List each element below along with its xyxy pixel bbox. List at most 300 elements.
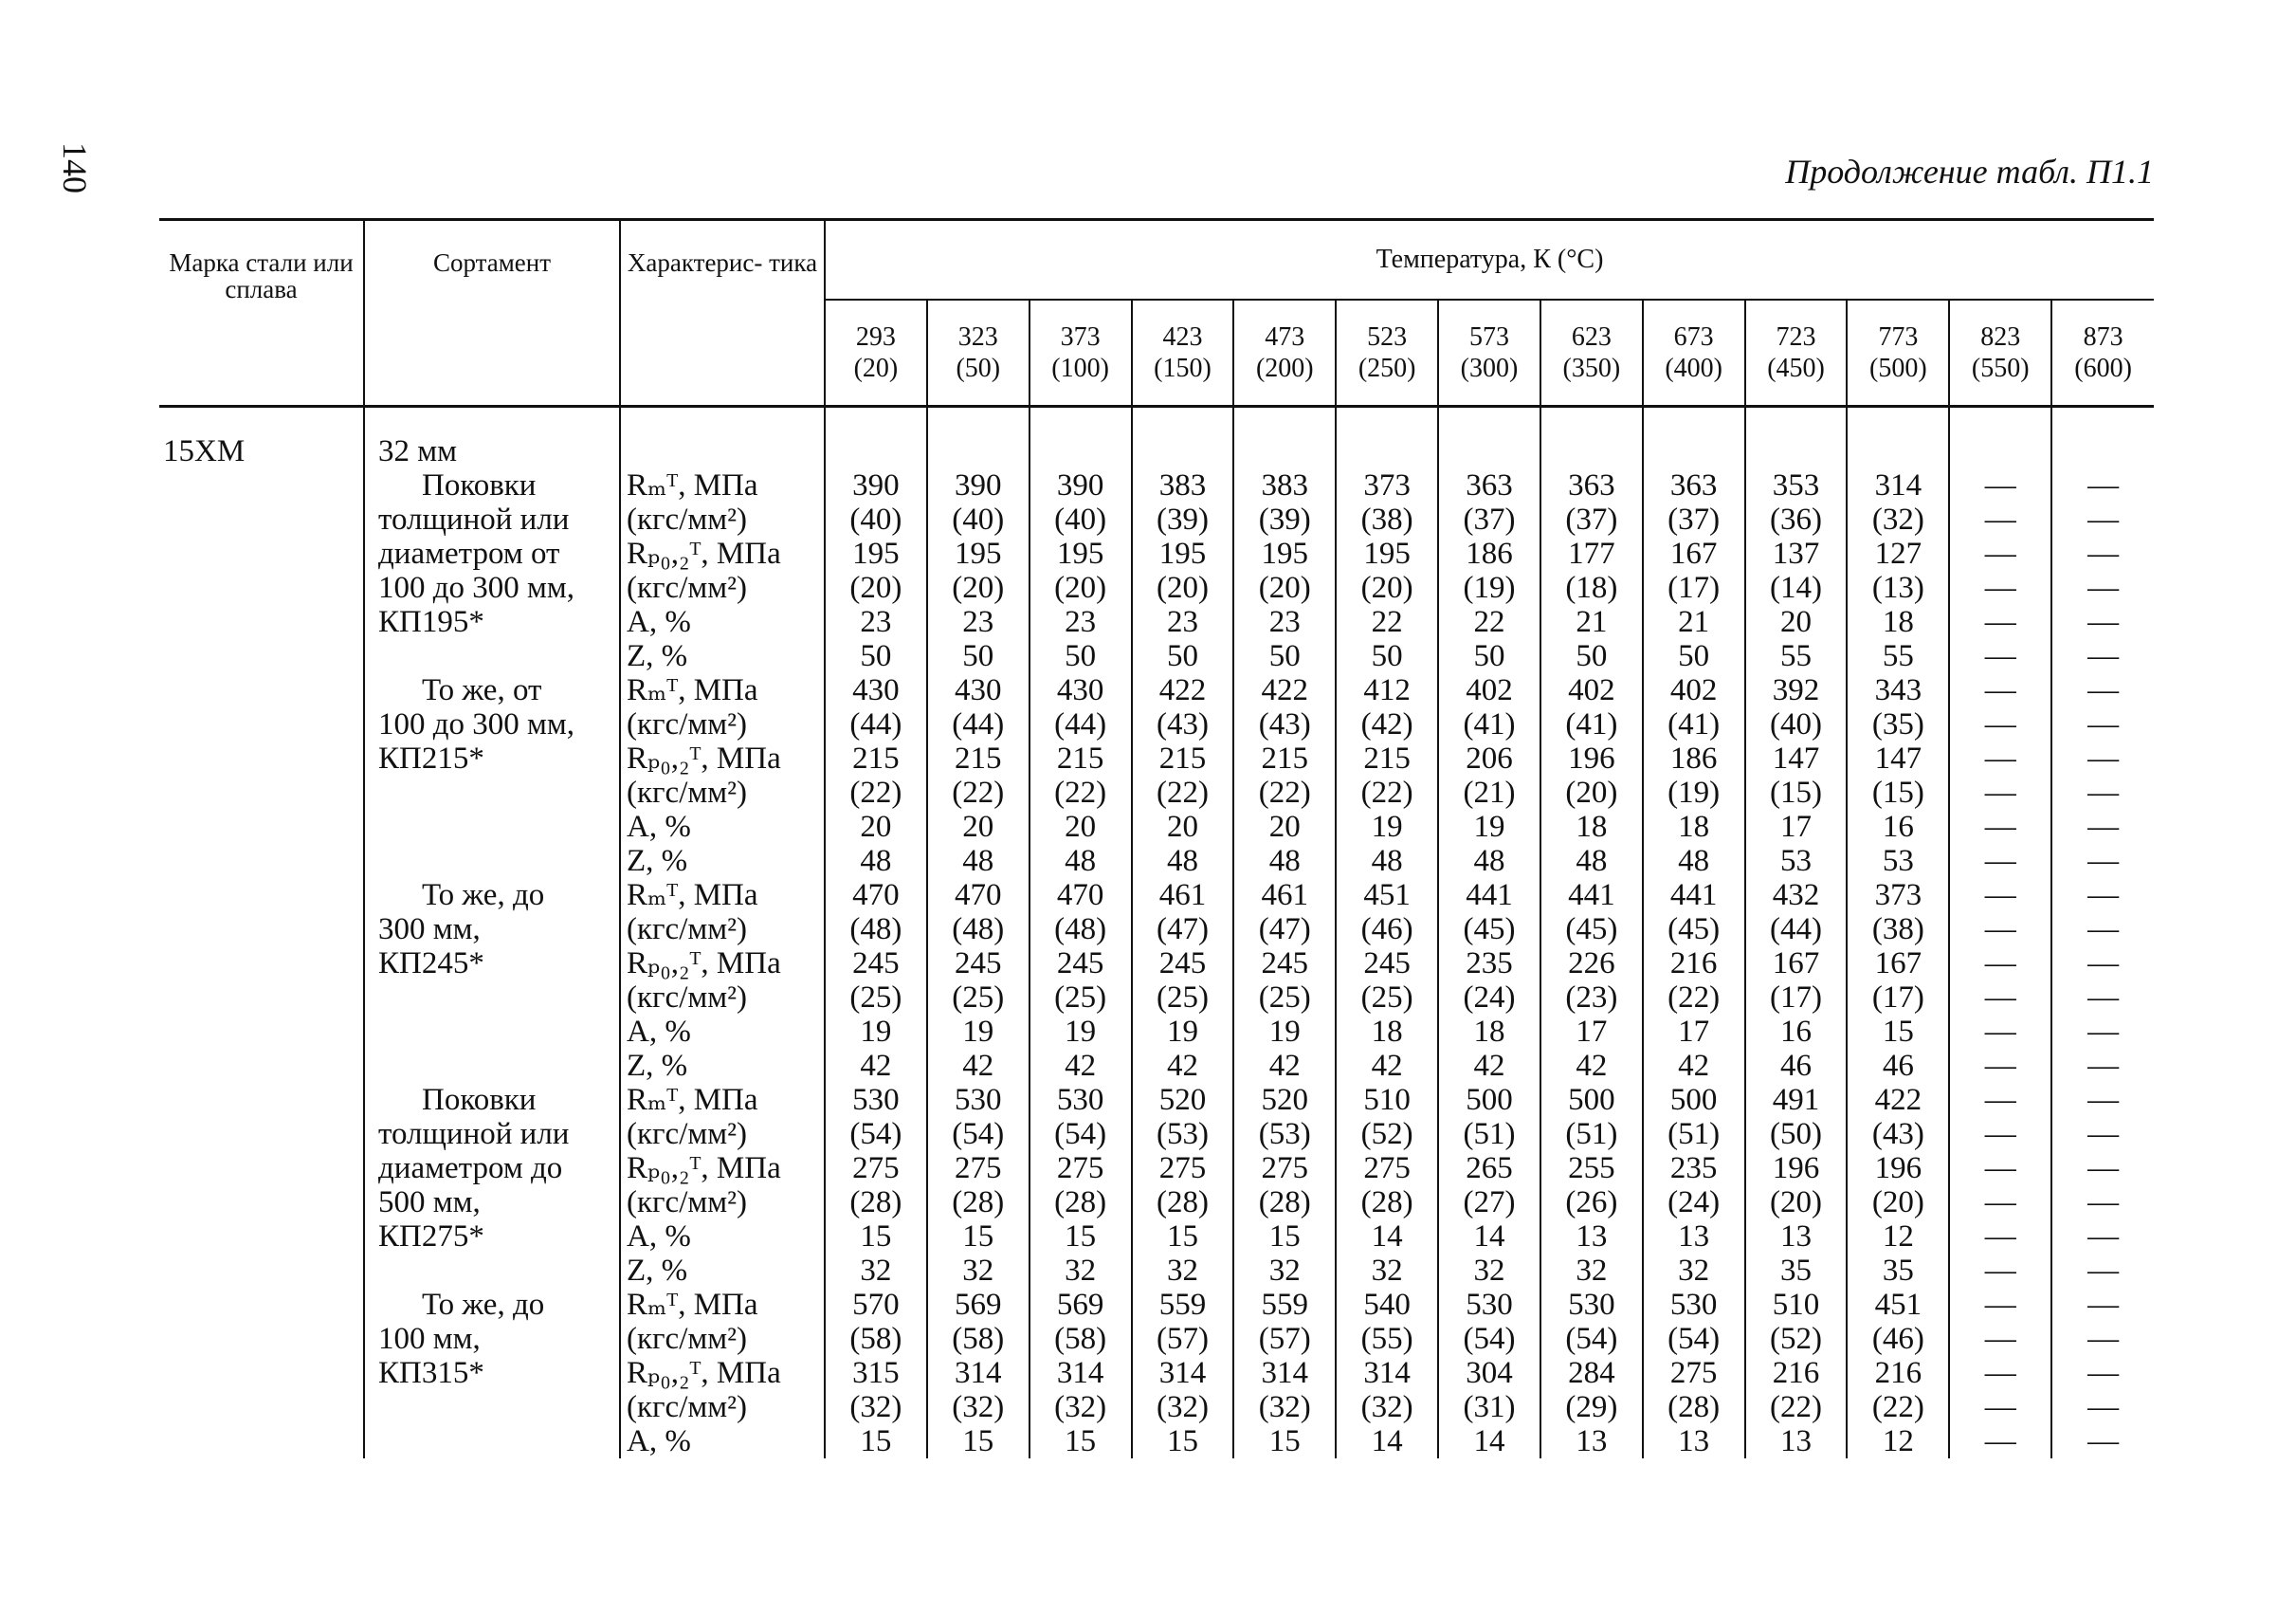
- temp-col-573: [1438, 407, 1540, 1459]
- value-cell: 15: [1166, 1219, 1198, 1254]
- value-cell: (42): [1360, 707, 1413, 742]
- characteristic-label: Rₚ₀,₂ᵀ, МПа: [627, 946, 781, 980]
- value-cell: 50: [962, 639, 994, 673]
- value-cell: 275: [1363, 1151, 1411, 1185]
- value-cell: 530: [955, 1083, 1002, 1117]
- value-cell: 48: [1166, 844, 1198, 878]
- value-cell: 422: [1874, 1083, 1922, 1117]
- assortment-line: [378, 980, 619, 1015]
- value-cell: 314: [1056, 1356, 1104, 1390]
- value-cell: 46: [1780, 1049, 1813, 1083]
- value-cell: (43): [1871, 1117, 1924, 1151]
- temp-kelvin: 473: [1265, 322, 1305, 352]
- value-cell: (37): [1463, 503, 1516, 537]
- value-cell: (22): [1054, 776, 1107, 810]
- value-cell: (54): [1565, 1322, 1618, 1356]
- value-cell: (25): [1258, 980, 1311, 1015]
- value-cell: (51): [1565, 1117, 1618, 1151]
- value-cell: 186: [1466, 537, 1513, 571]
- value-cell: 441: [1568, 878, 1615, 912]
- characteristic-label: Rₚ₀,₂ᵀ, МПа: [627, 1151, 781, 1185]
- value-cell: 196: [1772, 1151, 1820, 1185]
- value-cell: 23: [860, 605, 892, 639]
- characteristic-label: Rₘᵀ, МПа: [627, 673, 758, 707]
- value-cell: (58): [849, 1322, 902, 1356]
- value-cell: —: [1984, 537, 2016, 571]
- value-cell: [1337, 434, 1437, 468]
- steel-grade: [159, 407, 364, 1459]
- value-cell: (20): [1054, 571, 1107, 605]
- value-cell: 422: [1158, 673, 1207, 707]
- value-cell: 15: [1268, 1424, 1301, 1458]
- value-cell: [1644, 434, 1744, 468]
- value-cell: (39): [1156, 503, 1209, 537]
- value-cell: —: [2087, 1288, 2120, 1322]
- value-cell: (29): [1565, 1390, 1618, 1424]
- temp-kelvin: 373: [1060, 322, 1101, 352]
- value-cell: 48: [962, 844, 994, 878]
- value-cell: —: [1984, 980, 2016, 1015]
- value-cell: (44): [1054, 707, 1107, 742]
- value-cell: (55): [1360, 1322, 1413, 1356]
- value-cell: 570: [852, 1288, 900, 1322]
- value-cell: (32): [1156, 1390, 1209, 1424]
- value-cell: (23): [1565, 980, 1618, 1015]
- value-cell: (31): [1463, 1390, 1516, 1424]
- temp-kelvin: 523: [1367, 322, 1408, 352]
- value-cell: 167: [1874, 946, 1922, 980]
- value-cell: 14: [1371, 1219, 1403, 1254]
- value-cell: 215: [1363, 742, 1411, 776]
- value-cell: 42: [1065, 1049, 1097, 1083]
- temp-header-773: [1847, 300, 1949, 407]
- value-cell: (28): [1360, 1185, 1413, 1219]
- value-cell: 16: [1780, 1015, 1813, 1049]
- value-cell: 245: [852, 946, 900, 980]
- value-cell: —: [2087, 1049, 2120, 1083]
- temp-col-523: [1336, 407, 1438, 1459]
- value-cell: 55: [1780, 639, 1813, 673]
- value-cell: 42: [860, 1049, 892, 1083]
- temp-header-673: [1643, 300, 1745, 407]
- value-cell: (25): [849, 980, 902, 1015]
- characteristic-cell: [620, 407, 825, 1459]
- value-cell: 363: [1669, 468, 1718, 503]
- value-cell: 530: [1466, 1288, 1513, 1322]
- value-cell: (28): [1054, 1185, 1107, 1219]
- value-cell: 422: [1261, 673, 1309, 707]
- value-cell: (37): [1667, 503, 1721, 537]
- value-cell: (48): [849, 912, 902, 946]
- value-cell: 216: [1874, 1356, 1922, 1390]
- temp-kelvin: 423: [1162, 322, 1203, 352]
- value-cell: (17): [1667, 571, 1721, 605]
- value-cell: 390: [1056, 468, 1104, 503]
- value-cell: 50: [1268, 639, 1301, 673]
- characteristic-label: (кгс/мм²): [627, 980, 748, 1015]
- value-cell: (25): [1156, 980, 1209, 1015]
- value-cell: [1746, 434, 1847, 468]
- value-cell: 412: [1363, 673, 1411, 707]
- characteristic-label: [627, 434, 824, 468]
- characteristic-label: Rₘᵀ, МПа: [627, 468, 758, 503]
- value-cell: 500: [1568, 1083, 1615, 1117]
- value-cell: 245: [1056, 946, 1104, 980]
- value-cell: 42: [1268, 1049, 1301, 1083]
- value-cell: 255: [1568, 1151, 1615, 1185]
- characteristic-label: A, %: [627, 1015, 691, 1049]
- value-cell: 265: [1466, 1151, 1513, 1185]
- value-cell: (57): [1156, 1322, 1209, 1356]
- value-cell: 13: [1780, 1219, 1813, 1254]
- temp-col-623: [1540, 407, 1643, 1459]
- value-cell: (53): [1156, 1117, 1209, 1151]
- assortment-line: Поковки: [422, 1083, 537, 1117]
- assortment-line: 500 мм,: [378, 1185, 481, 1219]
- value-cell: —: [1984, 503, 2016, 537]
- value-cell: (58): [952, 1322, 1005, 1356]
- value-cell: 42: [1371, 1049, 1403, 1083]
- value-cell: 275: [852, 1151, 900, 1185]
- assortment-line: [378, 810, 619, 844]
- value-cell: 50: [1371, 639, 1403, 673]
- value-cell: [1030, 434, 1131, 468]
- value-cell: (24): [1463, 980, 1516, 1015]
- value-cell: 21: [1576, 605, 1608, 639]
- value-cell: (22): [952, 776, 1005, 810]
- value-cell: 13: [1678, 1219, 1710, 1254]
- assortment-line: [378, 1424, 619, 1458]
- value-cell: —: [1984, 673, 2016, 707]
- value-cell: —: [1984, 776, 2016, 810]
- value-cell: 19: [962, 1015, 994, 1049]
- value-cell: 32: [860, 1254, 892, 1288]
- value-cell: [1848, 434, 1948, 468]
- value-cell: —: [1984, 1424, 2016, 1458]
- value-cell: (43): [1156, 707, 1209, 742]
- value-cell: 383: [1158, 468, 1207, 503]
- value-cell: 500: [1669, 1083, 1718, 1117]
- temp-celsius: (150): [1154, 354, 1212, 383]
- value-cell: 42: [962, 1049, 994, 1083]
- value-cell: 20: [1268, 810, 1301, 844]
- value-cell: —: [2087, 1015, 2120, 1049]
- value-cell: 186: [1669, 742, 1718, 776]
- value-cell: 147: [1874, 742, 1922, 776]
- value-cell: 127: [1874, 537, 1922, 571]
- value-cell: (52): [1360, 1117, 1413, 1151]
- value-cell: —: [2087, 468, 2120, 503]
- value-cell: 215: [852, 742, 900, 776]
- value-cell: 235: [1669, 1151, 1718, 1185]
- value-cell: 353: [1772, 468, 1820, 503]
- value-cell: 137: [1772, 537, 1820, 571]
- value-cell: (38): [1360, 503, 1413, 537]
- value-cell: —: [2087, 1117, 2120, 1151]
- value-cell: 23: [1065, 605, 1097, 639]
- value-cell: —: [2087, 571, 2120, 605]
- value-cell: 50: [1065, 639, 1097, 673]
- temp-col-473: [1233, 407, 1336, 1459]
- characteristic-label: (кгс/мм²): [627, 1117, 748, 1151]
- value-cell: (40): [952, 503, 1005, 537]
- temp-kelvin: 323: [957, 322, 998, 352]
- value-cell: —: [2087, 1254, 2120, 1288]
- value-cell: 42: [1576, 1049, 1608, 1083]
- value-cell: 53: [1882, 844, 1914, 878]
- temp-celsius: (400): [1665, 354, 1722, 383]
- temp-header-573: [1438, 300, 1540, 407]
- assortment-line: 32 мм: [378, 434, 458, 468]
- characteristic-label: (кгс/мм²): [627, 1390, 748, 1424]
- value-cell: 215: [1158, 742, 1207, 776]
- value-cell: 147: [1772, 742, 1820, 776]
- value-cell: (25): [1054, 980, 1107, 1015]
- value-cell: (40): [849, 503, 902, 537]
- value-cell: 245: [1363, 946, 1411, 980]
- value-cell: —: [2087, 1185, 2120, 1219]
- value-cell: (32): [1258, 1390, 1311, 1424]
- value-cell: 451: [1874, 1288, 1922, 1322]
- value-cell: (53): [1258, 1117, 1311, 1151]
- value-cell: (58): [1054, 1322, 1107, 1356]
- characteristic-label: Rₘᵀ, МПа: [627, 1288, 758, 1322]
- value-cell: 245: [1261, 946, 1309, 980]
- value-cell: (32): [1360, 1390, 1413, 1424]
- value-cell: 275: [1261, 1151, 1309, 1185]
- assortment-line: 100 мм,: [378, 1322, 481, 1356]
- value-cell: —: [1984, 571, 2016, 605]
- value-cell: 48: [1268, 844, 1301, 878]
- value-cell: (43): [1258, 707, 1311, 742]
- value-cell: 19: [1473, 810, 1505, 844]
- value-cell: (26): [1565, 1185, 1618, 1219]
- value-cell: —: [2087, 844, 2120, 878]
- value-cell: (22): [849, 776, 902, 810]
- temp-celsius: (600): [2074, 354, 2132, 383]
- assortment-line: КП215*: [378, 742, 484, 776]
- value-cell: 275: [1669, 1356, 1718, 1390]
- value-cell: —: [2087, 503, 2120, 537]
- value-cell: 48: [1473, 844, 1505, 878]
- value-cell: 18: [1371, 1015, 1403, 1049]
- temp-header-293: [825, 300, 927, 407]
- value-cell: 15: [1166, 1424, 1198, 1458]
- value-cell: 19: [1371, 810, 1403, 844]
- value-cell: 500: [1466, 1083, 1513, 1117]
- header-grade: Марка стали или сплава: [159, 220, 364, 407]
- temp-header-623: [1540, 300, 1643, 407]
- value-cell: 19: [1065, 1015, 1097, 1049]
- value-cell: (22): [1360, 776, 1413, 810]
- value-cell: 451: [1363, 878, 1411, 912]
- value-cell: —: [1984, 1185, 2016, 1219]
- assortment-line: 100 до 300 мм,: [378, 571, 575, 605]
- value-cell: 16: [1882, 810, 1914, 844]
- temp-kelvin: 873: [2083, 322, 2123, 352]
- value-cell: (38): [1871, 912, 1924, 946]
- value-cell: (51): [1667, 1117, 1721, 1151]
- assortment-line: Поковки: [422, 468, 537, 503]
- value-cell: —: [2087, 707, 2120, 742]
- value-cell: (44): [1770, 912, 1822, 946]
- value-cell: 245: [955, 946, 1002, 980]
- value-cell: (22): [1258, 776, 1311, 810]
- value-cell: 195: [955, 537, 1002, 571]
- value-cell: 430: [955, 673, 1002, 707]
- characteristic-label: Rₘᵀ, МПа: [627, 1083, 758, 1117]
- value-cell: [1950, 434, 2050, 468]
- value-cell: (15): [1871, 776, 1924, 810]
- assortment-line: толщиной или: [378, 503, 570, 537]
- value-cell: —: [2087, 673, 2120, 707]
- value-cell: 15: [962, 1219, 994, 1254]
- value-cell: (44): [849, 707, 902, 742]
- characteristic-label: Rₘᵀ, МПа: [627, 878, 758, 912]
- value-cell: 216: [1669, 946, 1718, 980]
- temp-kelvin: 673: [1673, 322, 1714, 352]
- value-cell: —: [1984, 605, 2016, 639]
- value-cell: 530: [1669, 1288, 1718, 1322]
- value-cell: —: [1984, 1117, 2016, 1151]
- value-cell: 32: [1065, 1254, 1097, 1288]
- value-cell: (52): [1770, 1322, 1822, 1356]
- value-cell: 226: [1568, 946, 1615, 980]
- value-cell: 22: [1473, 605, 1505, 639]
- value-cell: (48): [1054, 912, 1107, 946]
- value-cell: (28): [849, 1185, 902, 1219]
- temp-celsius: (300): [1460, 354, 1519, 383]
- value-cell: (20): [1871, 1185, 1924, 1219]
- value-cell: (46): [1360, 912, 1413, 946]
- value-cell: (14): [1770, 571, 1822, 605]
- value-cell: [1439, 434, 1540, 468]
- value-cell: (45): [1667, 912, 1721, 946]
- assortment-cell: [364, 407, 620, 1459]
- value-cell: (45): [1565, 912, 1618, 946]
- value-cell: 21: [1678, 605, 1710, 639]
- value-cell: 15: [1882, 1015, 1914, 1049]
- value-cell: 22: [1371, 605, 1403, 639]
- assortment-line: КП245*: [378, 946, 484, 980]
- value-cell: 23: [962, 605, 994, 639]
- value-cell: 20: [1780, 605, 1813, 639]
- value-cell: 17: [1678, 1015, 1710, 1049]
- value-cell: 32: [1371, 1254, 1403, 1288]
- characteristic-label: Rₚ₀,₂ᵀ, МПа: [627, 742, 781, 776]
- value-cell: (20): [952, 571, 1005, 605]
- value-cell: 14: [1473, 1424, 1505, 1458]
- value-cell: 216: [1772, 1356, 1820, 1390]
- value-cell: (40): [1054, 503, 1107, 537]
- value-cell: —: [2087, 946, 2120, 980]
- value-cell: 23: [1268, 605, 1301, 639]
- value-cell: 520: [1158, 1083, 1207, 1117]
- value-cell: 15: [1065, 1424, 1097, 1458]
- characteristic-label: Z, %: [627, 1254, 688, 1288]
- value-cell: 12: [1882, 1219, 1914, 1254]
- characteristic-label: Z, %: [627, 844, 688, 878]
- value-cell: 195: [1158, 537, 1207, 571]
- temp-col-773: [1847, 407, 1949, 1459]
- value-cell: (57): [1258, 1322, 1311, 1356]
- value-cell: —: [1984, 1083, 2016, 1117]
- value-cell: —: [2087, 1390, 2120, 1424]
- value-cell: —: [2087, 1219, 2120, 1254]
- value-cell: (54): [1463, 1322, 1516, 1356]
- value-cell: 20: [860, 810, 892, 844]
- value-cell: 13: [1576, 1219, 1608, 1254]
- value-cell: 48: [860, 844, 892, 878]
- assortment-line: 300 мм,: [378, 912, 481, 946]
- value-cell: (25): [1360, 980, 1413, 1015]
- value-cell: 15: [962, 1424, 994, 1458]
- characteristic-label: (кгс/мм²): [627, 776, 748, 810]
- characteristic-label: (кгс/мм²): [627, 571, 748, 605]
- temp-col-373: [1030, 407, 1132, 1459]
- value-cell: 50: [1576, 639, 1608, 673]
- temp-celsius: (200): [1255, 354, 1314, 383]
- value-cell: 363: [1466, 468, 1513, 503]
- value-cell: 53: [1780, 844, 1813, 878]
- value-cell: 18: [1576, 810, 1608, 844]
- value-cell: (41): [1667, 707, 1721, 742]
- temp-celsius: (100): [1051, 354, 1109, 383]
- value-cell: (17): [1871, 980, 1924, 1015]
- value-cell: (51): [1463, 1117, 1516, 1151]
- value-cell: (20): [849, 571, 902, 605]
- value-cell: (35): [1871, 707, 1924, 742]
- value-cell: 19: [1268, 1015, 1301, 1049]
- assortment-line: [378, 1390, 619, 1424]
- temp-header-723: [1745, 300, 1848, 407]
- value-cell: 42: [1473, 1049, 1505, 1083]
- value-cell: (28): [1156, 1185, 1209, 1219]
- value-cell: —: [1984, 1151, 2016, 1185]
- value-cell: (36): [1770, 503, 1822, 537]
- value-cell: 430: [1056, 673, 1104, 707]
- value-cell: 48: [1371, 844, 1403, 878]
- value-cell: —: [2087, 742, 2120, 776]
- value-cell: 392: [1772, 673, 1820, 707]
- value-cell: (45): [1463, 912, 1516, 946]
- value-cell: —: [1984, 1356, 2016, 1390]
- value-cell: —: [1984, 1254, 2016, 1288]
- value-cell: —: [1984, 946, 2016, 980]
- value-cell: 373: [1363, 468, 1411, 503]
- value-cell: 20: [1166, 810, 1198, 844]
- table-continuation-caption: Продолжение табл. П1.1: [1785, 153, 2154, 191]
- value-cell: 314: [1874, 468, 1922, 503]
- value-cell: —: [1984, 1015, 2016, 1049]
- value-cell: (25): [952, 980, 1005, 1015]
- value-cell: 32: [1166, 1254, 1198, 1288]
- temp-header-473: [1233, 300, 1336, 407]
- value-cell: —: [1984, 810, 2016, 844]
- header-characteristic: Характерис- тика: [620, 220, 825, 407]
- value-cell: 314: [1158, 1356, 1207, 1390]
- value-cell: 195: [1363, 537, 1411, 571]
- assortment-line: диаметром до: [378, 1151, 563, 1185]
- characteristic-label: Z, %: [627, 639, 688, 673]
- value-cell: [1541, 434, 1642, 468]
- value-cell: 18: [1473, 1015, 1505, 1049]
- value-cell: 32: [962, 1254, 994, 1288]
- assortment-line: [378, 844, 619, 878]
- value-cell: —: [1984, 878, 2016, 912]
- value-cell: 50: [860, 639, 892, 673]
- temp-header-323: [927, 300, 1030, 407]
